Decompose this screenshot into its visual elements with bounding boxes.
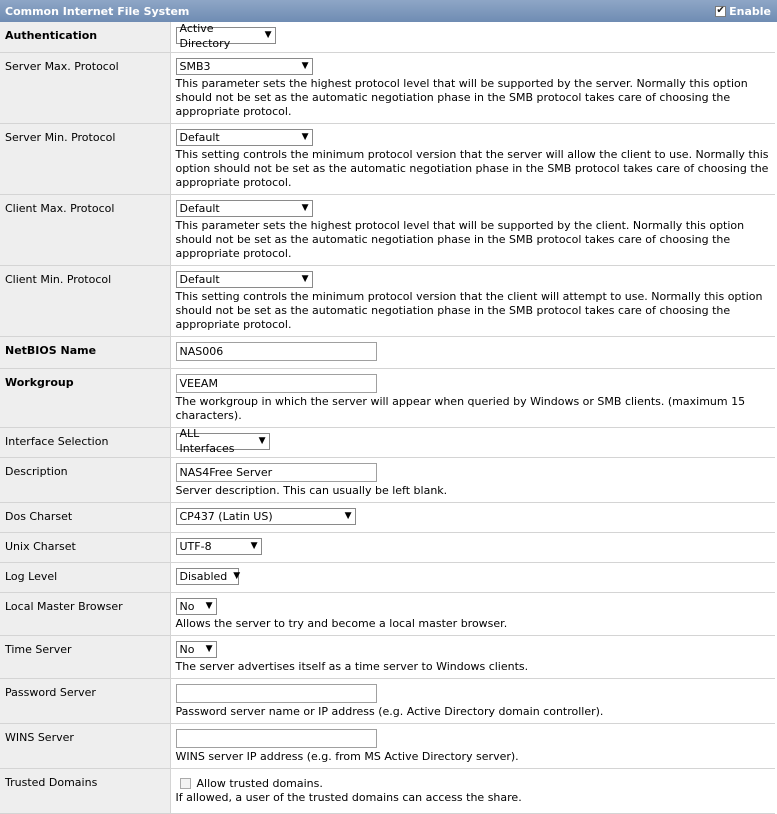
label-time-server: Time Server	[0, 635, 170, 678]
authentication-select[interactable]: Active Directory ▼	[176, 27, 276, 44]
enable-checkbox[interactable]: ✔	[716, 5, 725, 16]
wins-server-input[interactable]	[176, 729, 377, 748]
local-master-browser-select[interactable]: No ▼	[176, 598, 217, 615]
trusted-domains-toggle[interactable]	[180, 777, 771, 790]
description-input[interactable]: NAS4Free Server	[176, 463, 377, 482]
netbios-name-input[interactable]: NAS006	[176, 342, 377, 361]
label-interface-selection: Interface Selection	[0, 427, 170, 457]
label-authentication: Authentication	[0, 22, 170, 52]
password-server-help: Password server name or IP address (e.g. Active Directory domain controller).	[175, 704, 604, 718]
label-wins-server: WINS Server	[0, 723, 170, 768]
time-server-select[interactable]: No ▼	[176, 641, 217, 658]
label-log-level: Log Level	[0, 562, 170, 592]
row-password-server	[0, 678, 775, 723]
chevron-down-icon: ▼	[205, 643, 213, 654]
trusted-domains-checkbox[interactable]	[180, 778, 191, 789]
wins-server-help: WINS server IP address (e.g. from MS Active Directory server).	[175, 749, 519, 763]
row-dos-charset	[0, 502, 775, 532]
chevron-down-icon: ▼	[250, 540, 258, 551]
row-log-level	[0, 562, 775, 592]
label-server-max-protocol: Server Max. Protocol	[0, 52, 170, 123]
client-max-protocol-help: This parameter sets the highest protocol level that will be supported by the client. Normally this option should not be set as the automatic negotiation phase in the SMB protocol takes care of choosing the appropriate protocol.	[175, 218, 745, 260]
chevron-down-icon: ▼	[301, 202, 309, 213]
row-interface-selection	[0, 427, 775, 457]
label-server-min-protocol: Server Min. Protocol	[0, 123, 170, 194]
chevron-down-icon: ▼	[301, 131, 309, 142]
row-description	[0, 457, 775, 502]
row-netbios-name	[0, 336, 775, 368]
client-min-protocol-select[interactable]: Default ▼	[176, 271, 313, 288]
row-unix-charset	[0, 532, 775, 562]
row-time-server	[0, 635, 775, 678]
trusted-domains-help: If allowed, a user of the trusted domains can access the share.	[175, 790, 522, 804]
enable-label: Enable	[729, 4, 771, 18]
chevron-down-icon: ▼	[205, 600, 213, 611]
chevron-down-icon: ▼	[344, 510, 352, 521]
chevron-down-icon: ▼	[301, 60, 309, 71]
label-dos-charset: Dos Charset	[0, 502, 170, 532]
description-help: Server description. This can usually be left blank.	[175, 483, 448, 497]
server-max-protocol-select[interactable]: SMB3 ▼	[176, 58, 313, 75]
row-server-min-protocol	[0, 123, 775, 194]
chevron-down-icon: ▼	[258, 435, 266, 446]
row-local-master-browser	[0, 592, 775, 635]
row-authentication	[0, 22, 775, 52]
client-min-protocol-help: This setting controls the minimum protocol version that the client will attempt to use. Normally this option should not be set as the automatic negotiation phase in the SMB protocol takes care of choosing the appropriate protocol.	[175, 289, 763, 331]
local-master-browser-help: Allows the server to try and become a local master browser.	[175, 616, 508, 630]
server-min-protocol-help: This setting controls the minimum protocol version that the server will allow the client to use. Normally this option should not be set as the automatic negotiation phase in the SMB protocol takes care of choosing the appropriate protocol.	[175, 147, 769, 189]
enable-toggle[interactable]	[715, 5, 771, 18]
chevron-down-icon: ▼	[264, 30, 272, 40]
row-server-max-protocol	[0, 52, 775, 123]
workgroup-input[interactable]: VEEAM	[176, 374, 377, 393]
row-client-max-protocol	[0, 194, 775, 265]
trusted-domains-checkbox-label: Allow trusted domains.	[196, 776, 323, 790]
section-title: Common Internet File System	[5, 4, 190, 18]
dos-charset-select[interactable]: CP437 (Latin US) ▼	[176, 508, 356, 525]
server-max-protocol-help: This parameter sets the highest protocol level that will be supported by the server. Normally this option should not be set as the automatic negotiation phase in the SMB protocol takes care of choosing the appropriate protocol.	[175, 76, 748, 118]
unix-charset-select[interactable]: UTF-8 ▼	[176, 538, 262, 555]
label-local-master-browser: Local Master Browser	[0, 592, 170, 635]
interface-selection-select[interactable]: ALL Interfaces ▼	[176, 433, 270, 450]
label-client-max-protocol: Client Max. Protocol	[0, 194, 170, 265]
cifs-settings-table	[0, 22, 775, 814]
chevron-down-icon: ▼	[233, 570, 241, 581]
time-server-help: The server advertises itself as a time server to Windows clients.	[175, 659, 529, 673]
label-description: Description	[0, 457, 170, 502]
label-password-server: Password Server	[0, 678, 170, 723]
workgroup-help: The workgroup in which the server will appear when queried by Windows or SMB clients. (maximum 15 characters).	[175, 394, 746, 422]
label-netbios-name: NetBIOS Name	[0, 336, 170, 368]
client-max-protocol-select[interactable]: Default ▼	[176, 200, 313, 217]
server-min-protocol-select[interactable]: Default ▼	[176, 129, 313, 146]
label-trusted-domains: Trusted Domains	[0, 768, 170, 813]
section-titlebar	[0, 0, 777, 22]
row-client-min-protocol	[0, 265, 775, 336]
row-workgroup	[0, 368, 775, 427]
chevron-down-icon: ▼	[301, 273, 309, 284]
label-workgroup: Workgroup	[0, 368, 170, 427]
label-client-min-protocol: Client Min. Protocol	[0, 265, 170, 336]
log-level-select[interactable]: Disabled ▼	[176, 568, 239, 585]
label-unix-charset: Unix Charset	[0, 532, 170, 562]
row-trusted-domains	[0, 768, 775, 813]
password-server-input[interactable]	[176, 684, 377, 703]
